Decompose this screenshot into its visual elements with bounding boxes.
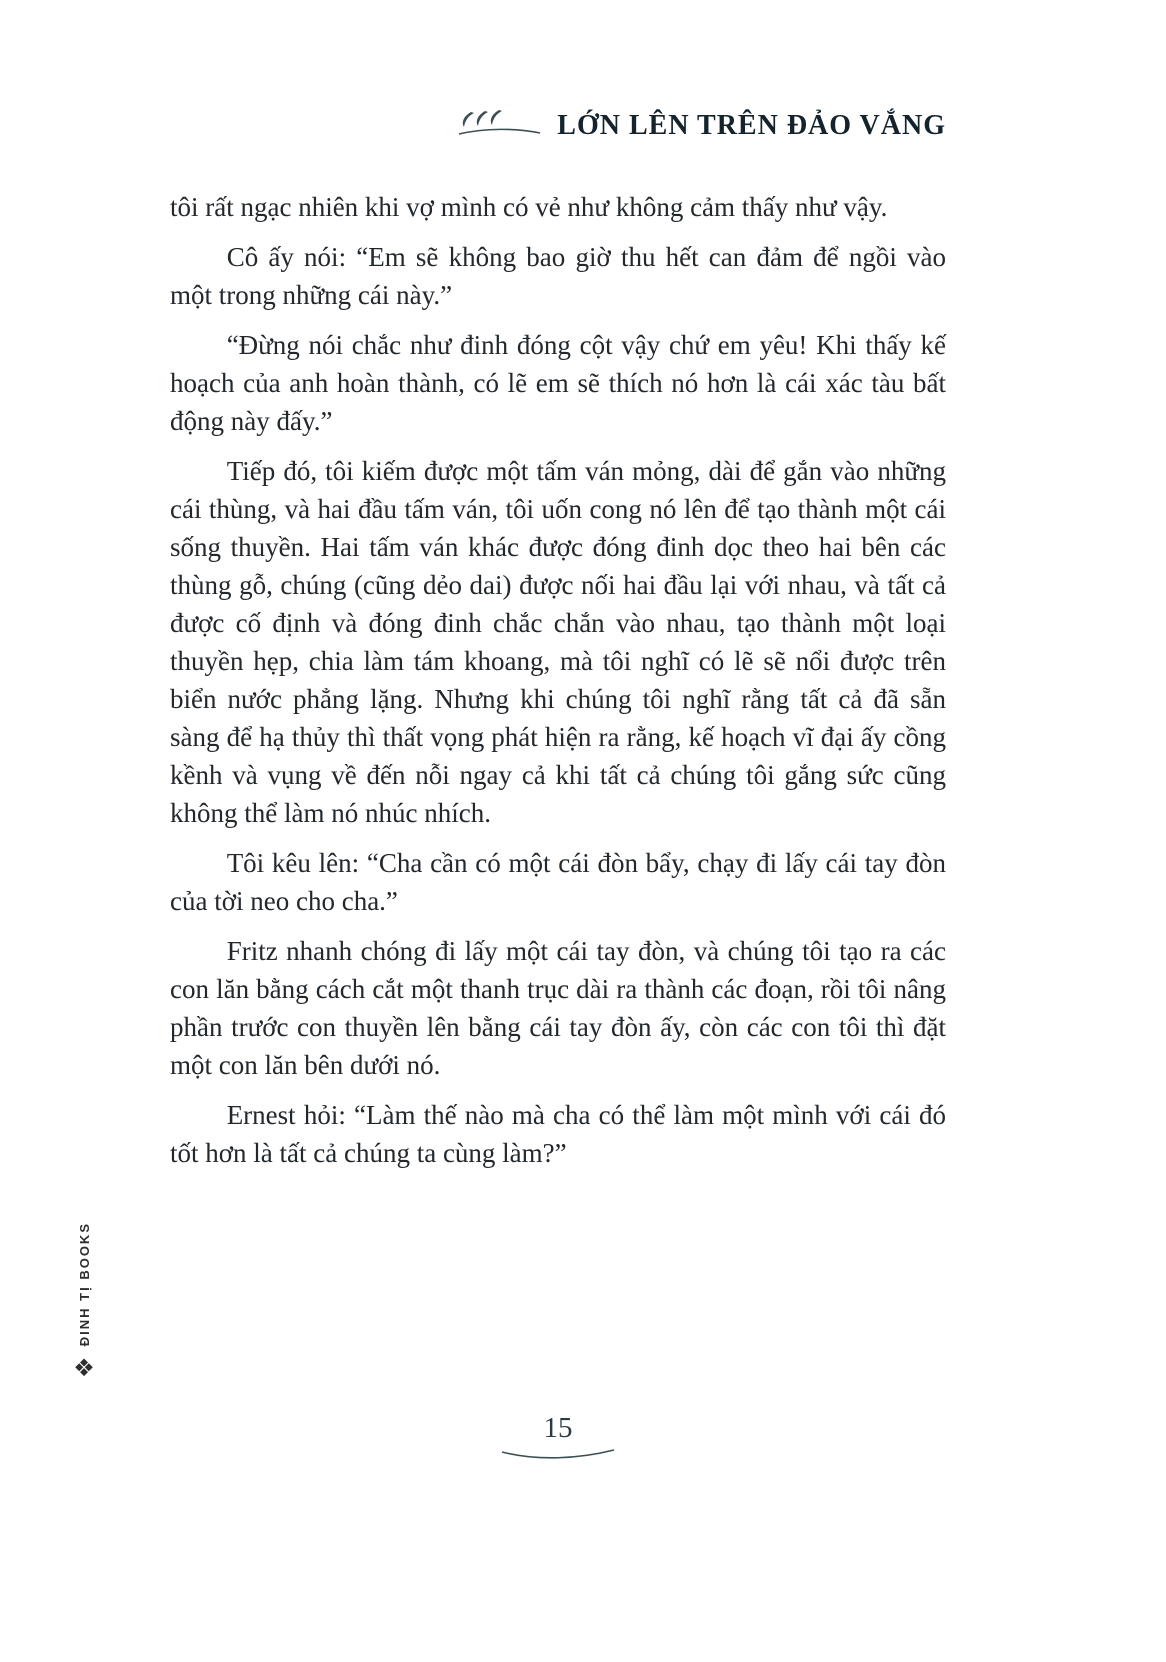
- publisher-mark: [62, 1222, 106, 1383]
- paragraph: tôi rất ngạc nhiên khi vợ mình có vẻ như không cảm thấy như vậy.: [170, 192, 888, 222]
- paragraph: Ernest hỏi: “Làm thế nào mà cha có thể làm một mình với cái đó tốt hơn là tất cả chúng ta cùng làm?”: [170, 1100, 946, 1168]
- book-title: LỚN LÊN TRÊN ĐẢO VẮNG: [557, 109, 946, 141]
- paragraph: Tôi kêu lên: “Cha cần có một cái đòn bẩy, chạy đi lấy cái tay đòn của tời neo cho cha.”: [170, 848, 946, 916]
- paragraph: Fritz nhanh chóng đi lấy một cái tay đòn, và chúng tôi tạo ra các con lăn bằng cách cắt một thanh trục dài ra thành các đoạn, rồi tôi nâng phần trước con thuyền lên bằng cái tay đòn ấy, còn các con tôi thì đặt một con lăn bên dưới nó.: [170, 936, 946, 1080]
- page-header: [170, 108, 946, 143]
- paragraph: Cô ấy nói: “Em sẽ không bao giờ thu hết can đảm để ngồi vào một trong những cái này.”: [170, 242, 946, 310]
- footer-swoosh-icon: [170, 1447, 946, 1468]
- page-footer: [170, 1412, 946, 1468]
- paragraph: Tiếp đó, tôi kiếm được một tấm ván mỏng, dài để gắn vào những cái thùng, và hai đầu tấm ván, tôi uốn cong nó lên để tạo thành một cái sống thuyền. Hai tấm ván khác được đóng đinh dọc theo hai bên các thùng gỗ, chúng (cũng dẻo dai) được nối hai đầu lại với nhau, và tất cả được cố định và đóng đinh chắc chắn vào nhau, tạo thành một loại thuyền hẹp, chia làm tám khoang, mà tôi nghĩ có lẽ sẽ nổi được trên biển nước phẳng lặng. Nhưng khi chúng tôi nghĩ rằng tất cả đã sẵn sàng để hạ thủy thì thất vọng phát hiện ra rằng, kế hoạch vĩ đại ấy cồng kềnh và vụng về đến nỗi ngay cả khi tất cả chúng tôi gắng sức cũng không thể làm nó nhúc nhích.: [170, 456, 946, 828]
- publisher-name: ĐINH TỊ BOOKS: [76, 1222, 92, 1347]
- paragraph: “Đừng nói chắc như đinh đóng cột vậy chứ em yêu! Khi thấy kế hoạch của anh hoàn thành, có lẽ em sẽ thích nó hơn là cái xác tàu bất động này đấy.”: [170, 330, 946, 436]
- publisher-logo-icon: ❖: [73, 1354, 95, 1383]
- page-text: [170, 188, 946, 1184]
- page-number: 15: [543, 1412, 573, 1444]
- swoosh-ornament-icon: [457, 108, 541, 149]
